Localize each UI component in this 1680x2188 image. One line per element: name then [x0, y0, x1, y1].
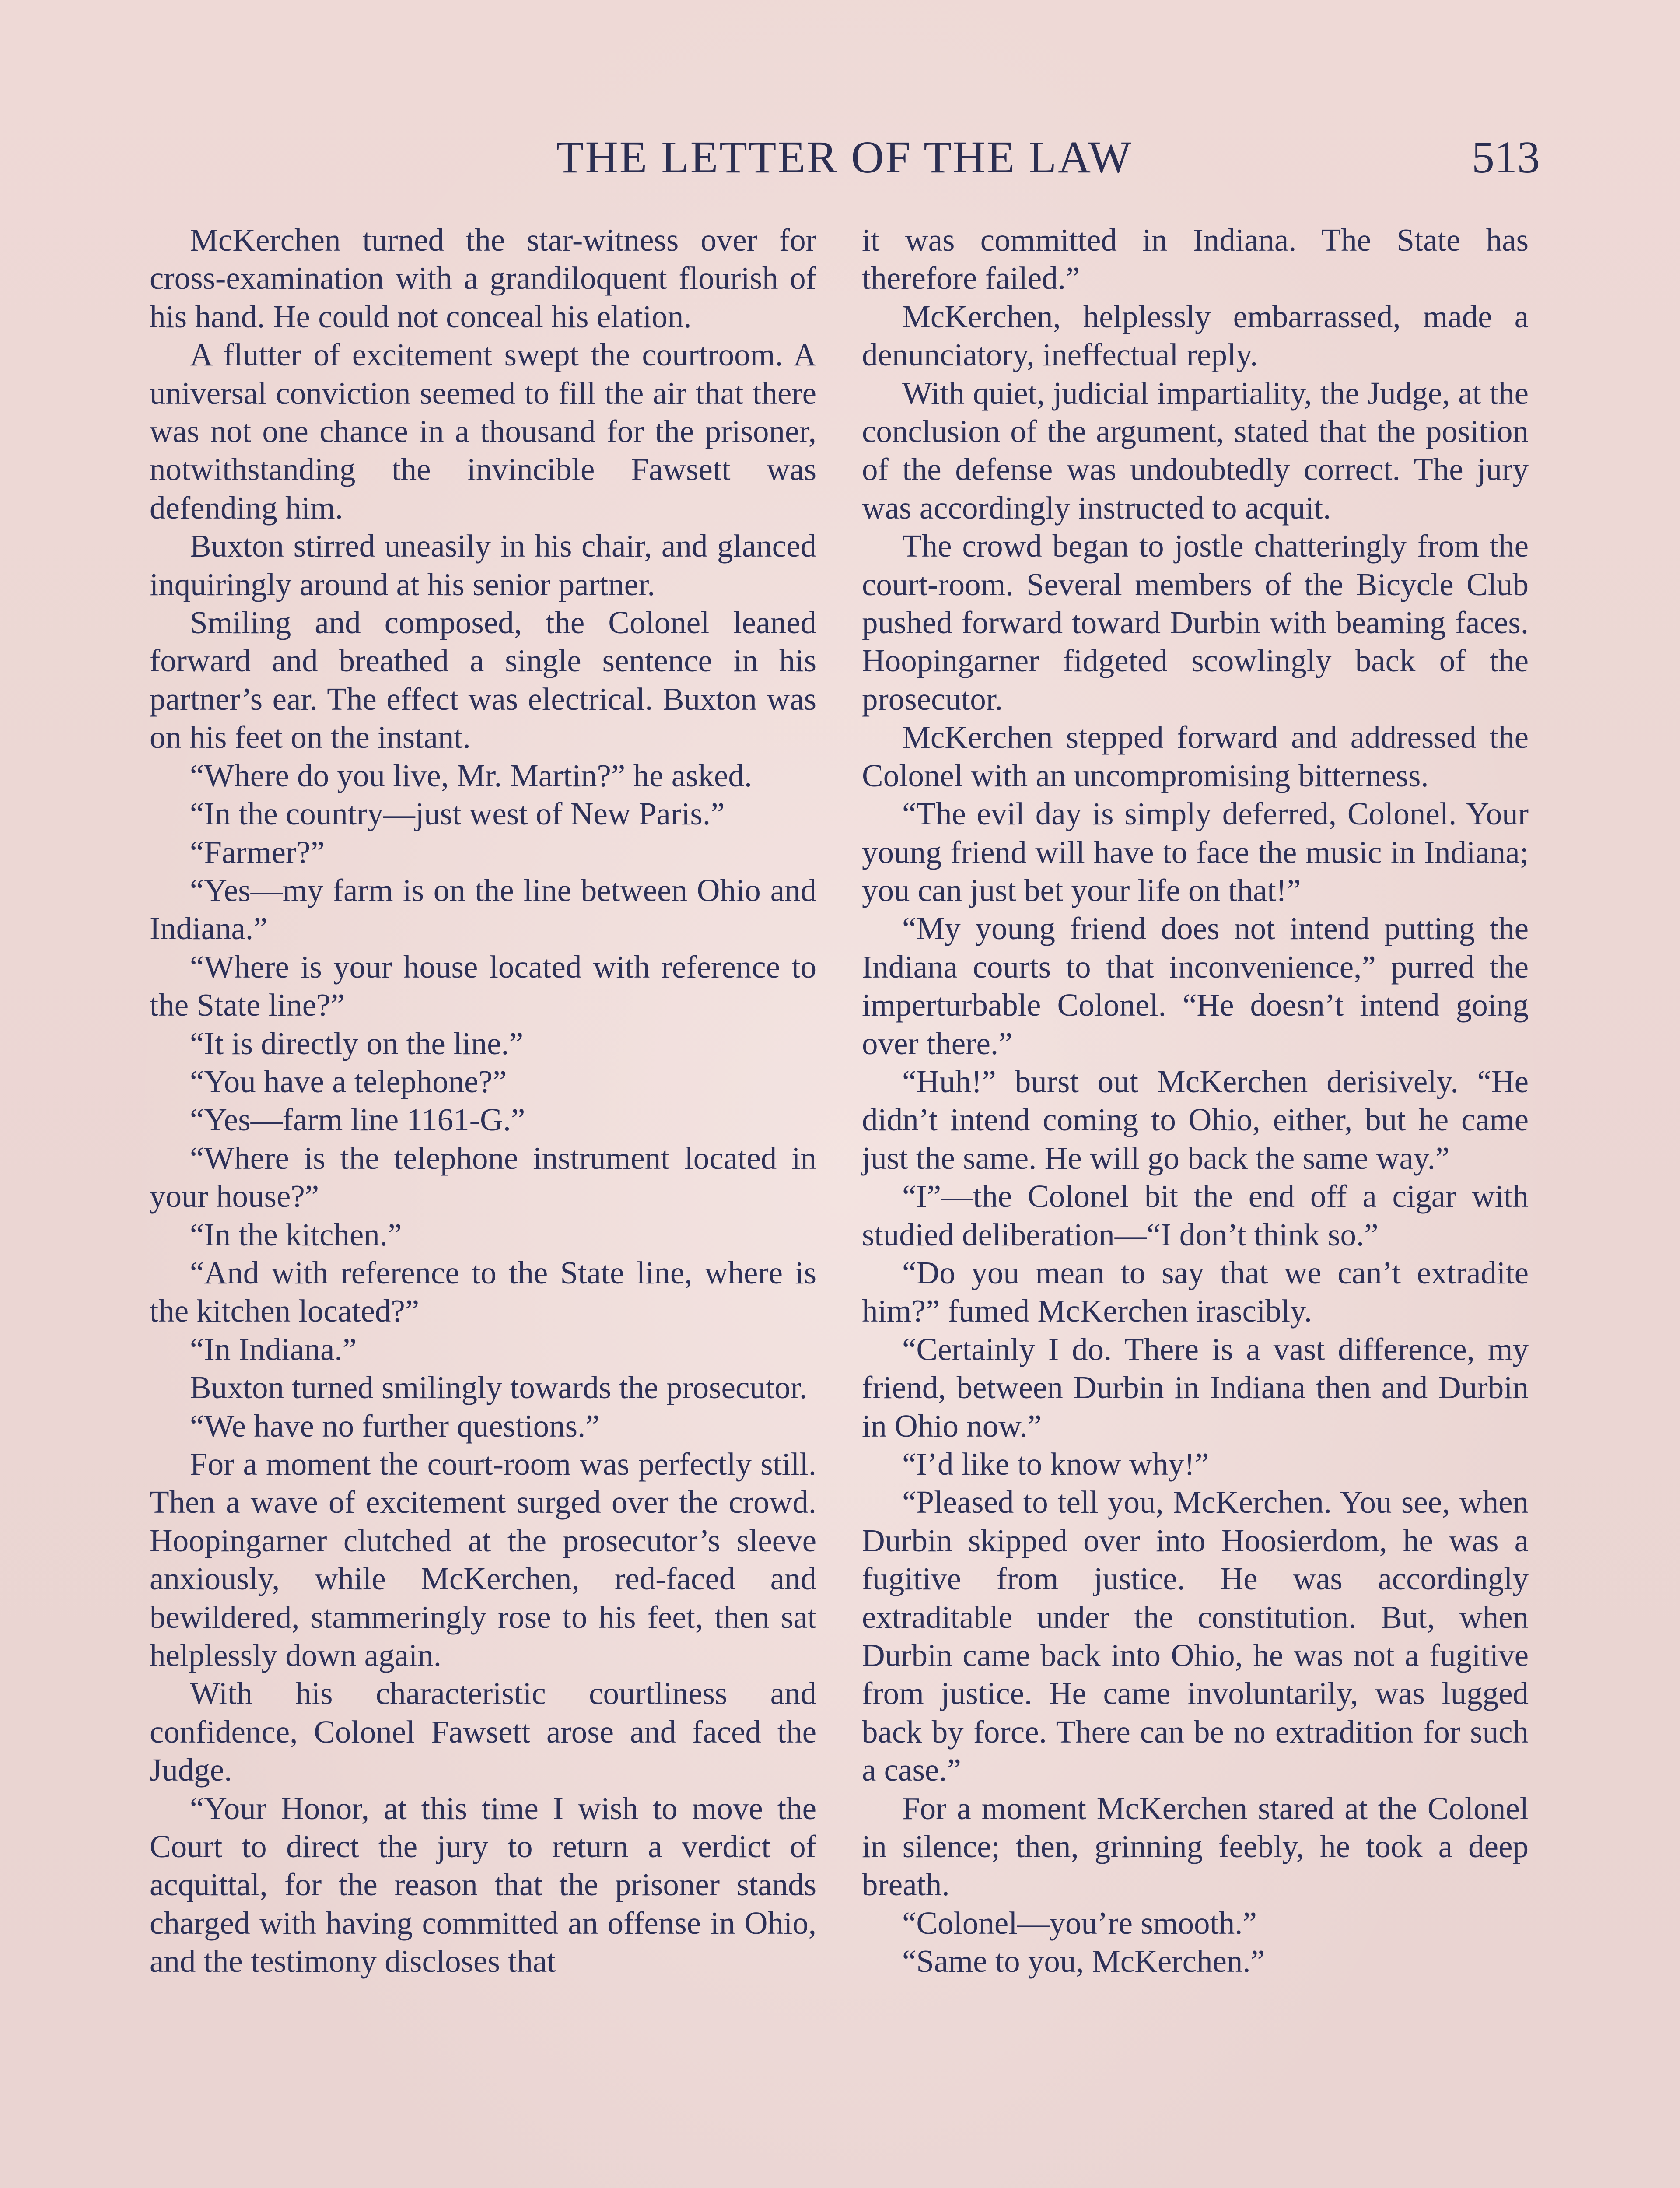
- paragraph: “Where do you live, Mr. Martin?” he asked.: [190, 757, 752, 793]
- paragraph: “Same to you, McKerchen.”: [902, 1943, 1265, 1979]
- paragraph: The crowd began to jostle chatteringly from the court-room. Several members of the Bicycle Club pushed forward toward Durbin with beaming faces. Hoopingarner fidgeted scowlingly back of the prosecutor.: [862, 528, 1529, 717]
- page-header: [149, 127, 1540, 188]
- paragraph: “In the kitchen.”: [190, 1217, 402, 1252]
- paragraph: Smiling and composed, the Colonel leaned forward and breathed a single sentence in his partner’s ear. The effect was electrical. Buxton was on his feet on the instant.: [150, 605, 816, 755]
- paragraph: “It is directly on the line.”: [190, 1025, 524, 1061]
- paragraph: “Where is your house located with reference to the State line?”: [150, 949, 816, 1023]
- paragraph: “I”—the Colonel bit the end off a cigar with studied deliberation—“I don’t think so.”: [862, 1178, 1529, 1252]
- paragraph: McKerchen, helplessly embarrassed, made a denunciatory, ineffectual reply.: [862, 298, 1529, 373]
- paragraph: “Colonel—you’re smooth.”: [902, 1905, 1257, 1941]
- paragraph: “I’d like to know why!”: [902, 1446, 1209, 1482]
- paragraph: “You have a telephone?”: [190, 1063, 507, 1099]
- paragraph: it was committed in Indiana. The State has therefore failed.”: [862, 222, 1529, 296]
- paragraph: “Certainly I do. There is a vast difference, my friend, between Durbin in Indiana then and Durbin in Ohio now.”: [862, 1331, 1529, 1444]
- paragraph: Buxton stirred uneasily in his chair, and glanced inquiringly around at his senior partner.: [150, 528, 816, 602]
- paragraph: “Where is the telephone instrument located in your house?”: [150, 1140, 816, 1214]
- paragraph: With quiet, judicial impartiality, the Judge, at the conclusion of the argument, stated that the position of the defense was undoubtedly correct. The jury was accordingly instructed to acquit.: [862, 375, 1529, 526]
- paragraph: “In Indiana.”: [190, 1331, 357, 1367]
- paragraph: “Pleased to tell you, McKerchen. You see, when Durbin skipped over into Hoosierdom, he was a fugitive from justice. He was accordingly extraditable under the constitution. But, when Durbin came back into Ohio, he was not a fugitive from justice. He came involuntarily, was lugged back by force. There can be no extradition for such a case.”: [862, 1484, 1529, 1788]
- left-column: [150, 221, 816, 1981]
- paragraph: “Yes—farm line 1161-G.”: [190, 1102, 525, 1138]
- paragraph: “We have no further questions.”: [190, 1408, 600, 1444]
- paragraph: “Do you mean to say that we can’t extradite him?” fumed McKerchen irascibly.: [862, 1255, 1529, 1329]
- paragraph: “In the country—just west of New Paris.”: [190, 796, 725, 832]
- paragraph: “The evil day is simply deferred, Colonel. Your young friend will have to face the music in Indiana; you can just bet your life on that!”: [862, 796, 1529, 908]
- paragraph: McKerchen turned the star-witness over for cross-examination with a grandiloquent flourish of his hand. He could not conceal his elation.: [150, 222, 816, 334]
- paragraph: For a moment the court-room was perfectly still. Then a wave of excitement surged over the crowd. Hoopingarner clutched at the prosecutor’s sleeve anxiously, while McKerchen, red-faced and bewildered, stammeringly rose to his feet, then sat helplessly down again.: [150, 1446, 816, 1673]
- paragraph: McKerchen stepped forward and addressed the Colonel with an uncompromising bitterness.: [862, 719, 1529, 793]
- paragraph: “Yes—my farm is on the line between Ohio and Indiana.”: [150, 872, 816, 947]
- running-title: THE LETTER OF THE LAW: [556, 132, 1133, 182]
- paragraph: “Your Honor, at this time I wish to move the Court to direct the jury to return a verdict of acquittal, for the reason that the prisoner stands charged with having committed an offense in Ohio, and the testimony discloses that: [150, 1790, 816, 1979]
- paragraph: A flutter of excitement swept the courtroom. A universal conviction seemed to fill the air that there was not one chance in a thousand for the prisoner, notwithstanding the invincible Fawsett was defending him.: [150, 337, 816, 526]
- paragraph: Buxton turned smilingly towards the prosecutor.: [190, 1370, 808, 1406]
- paragraph: For a moment McKerchen stared at the Colonel in silence; then, grinning feebly, he took a deep breath.: [862, 1790, 1529, 1903]
- paragraph: With his characteristic courtliness and confidence, Colonel Fawsett arose and faced the Judge.: [150, 1676, 816, 1788]
- paragraph: “And with reference to the State line, where is the kitchen located?”: [150, 1255, 816, 1329]
- paragraph: “Huh!” burst out McKerchen derisively. “He didn’t intend coming to Ohio, either, but he came just the same. He will go back the same way.”: [862, 1063, 1529, 1176]
- page-number: 513: [1472, 132, 1540, 182]
- right-column: [862, 221, 1529, 1981]
- paragraph: “My young friend does not intend putting the Indiana courts to that inconvenience,” purred the imperturbable Colonel. “He doesn’t intend going over there.”: [862, 911, 1529, 1061]
- paragraph: “Farmer?”: [190, 834, 325, 870]
